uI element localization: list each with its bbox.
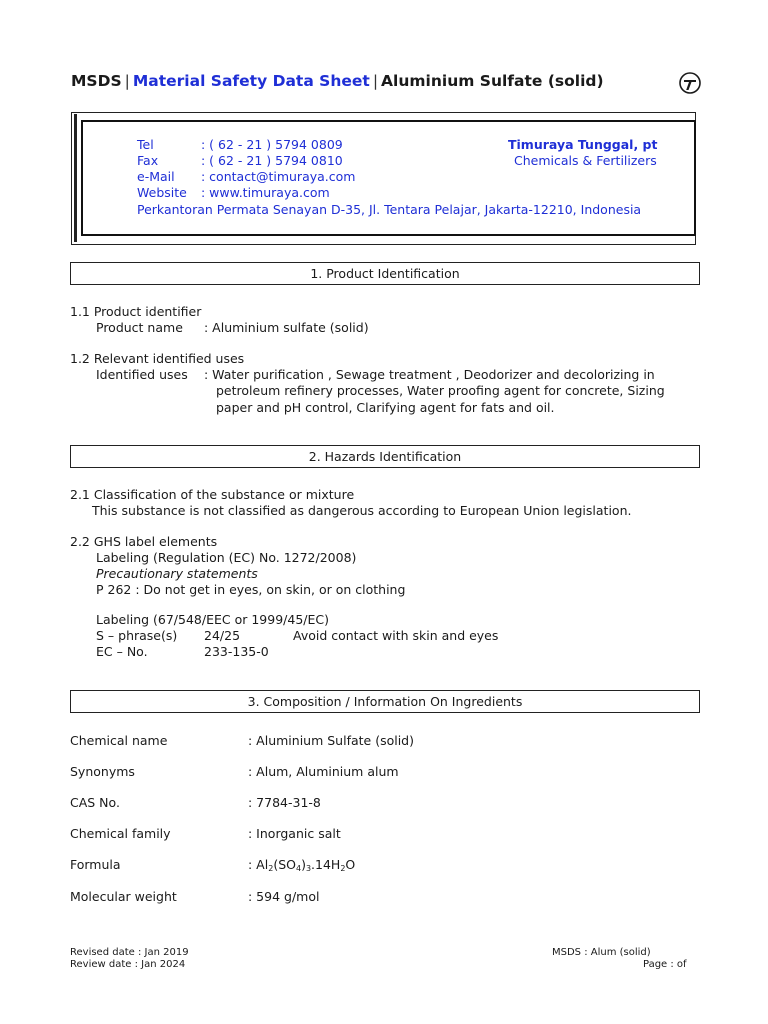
title-separator: | [124,72,130,90]
address: Perkantoran Permata Senayan D-35, Jl. Tentara Pelajar, Jakarta-12210, Indonesia [137,202,642,217]
identified-uses-label: Identified uses [96,367,188,382]
cas-number-label: CAS No. [70,795,120,810]
formula-label: Formula [70,857,121,872]
labeling-eec: Labeling (67/548/EEC or 1999/45/EC) [96,612,329,627]
email-label: e-Mail [137,169,175,184]
revised-date: Revised date : Jan 2019 [70,947,189,958]
synonyms-label: Synonyms [70,764,135,779]
s-phrase-label: S – phrase(s) [96,628,178,643]
product-name-value: : Aluminium sulfate (solid) [204,320,369,335]
email-link[interactable]: : contact@timuraya.com [201,169,356,184]
contact-box-shadow [74,114,77,242]
classification-text: This substance is not classified as dangerous according to European Union legislation. [92,503,632,518]
product-title: Aluminium Sulfate (solid) [381,72,604,90]
labeling-regulation-ec: Labeling (Regulation (EC) No. 1272/2008) [96,550,357,565]
review-date: Review date : Jan 2024 [70,959,186,970]
ec-number-value: 233-135-0 [204,644,269,659]
section-header-hazards-identification: 2. Hazards Identification [70,445,700,468]
timuraya-logo-icon [679,72,701,94]
tel-value: : ( 62 - 21 ) 5794 0809 [201,137,343,152]
p262-statement: P 262 : Do not get in eyes, on skin, or on clothing [96,582,406,597]
section-header-composition: 3. Composition / Information On Ingredients [70,690,700,713]
product-name-label: Product name [96,320,183,335]
document-title [71,72,604,90]
company-name: Timuraya Tunggal, pt [508,137,658,152]
subsection-1-2: 1.2 Relevant identified uses [70,351,245,366]
msds-label: MSDS [71,72,122,90]
title-separator: | [372,72,379,90]
chemical-family-value: : Inorganic salt [248,826,341,841]
cas-number-value: : 7784-31-8 [248,795,321,810]
formula-value: : $Al_2(SO_4)_3.14H_2O$ [248,857,356,873]
chemical-name-label: Chemical name [70,733,168,748]
chemical-family-label: Chemical family [70,826,171,841]
tel-label: Tel [137,137,154,152]
molecular-weight-value: : 594 g/mol [248,889,320,904]
section-header-product-identification: 1. Product Identification [70,262,700,285]
s-phrase-code: 24/25 [204,628,241,643]
subsection-2-2: 2.2 GHS label elements [70,534,218,549]
fax-label: Fax [137,153,159,168]
precautionary-statements-heading: Precautionary statements [96,566,258,581]
company-subtitle: Chemicals & Fertilizers [514,153,657,168]
s-phrase-text: Avoid contact with skin and eyes [293,628,499,643]
website-link[interactable]: : www.timuraya.com [201,185,330,200]
identified-uses-line-3: paper and pH control, Clarifying agent for fats and oil. [216,400,555,415]
chemical-name-value: : Aluminium Sulfate (solid) [248,733,414,748]
msds-reference: MSDS : Alum (solid) [552,947,651,958]
sheet-title: Material Safety Data Sheet [132,72,370,90]
synonyms-value: : Alum, Aluminium alum [248,764,399,779]
identified-uses-line-1: : Water purification , Sewage treatment , Deodorizer and decolorizing in [204,367,655,382]
fax-value: : ( 62 - 21 ) 5794 0810 [201,153,343,168]
molecular-weight-label: Molecular weight [70,889,177,904]
identified-uses-line-2: petroleum refinery processes, Water proofing agent for concrete, Sizing [216,383,665,398]
subsection-1-1: 1.1 Product identifier [70,304,202,319]
website-label: Website [137,185,187,200]
page-number: Page : of [643,959,687,970]
subsection-2-1: 2.1 Classification of the substance or mixture [70,487,355,502]
ec-number-label: EC – No. [96,644,148,659]
